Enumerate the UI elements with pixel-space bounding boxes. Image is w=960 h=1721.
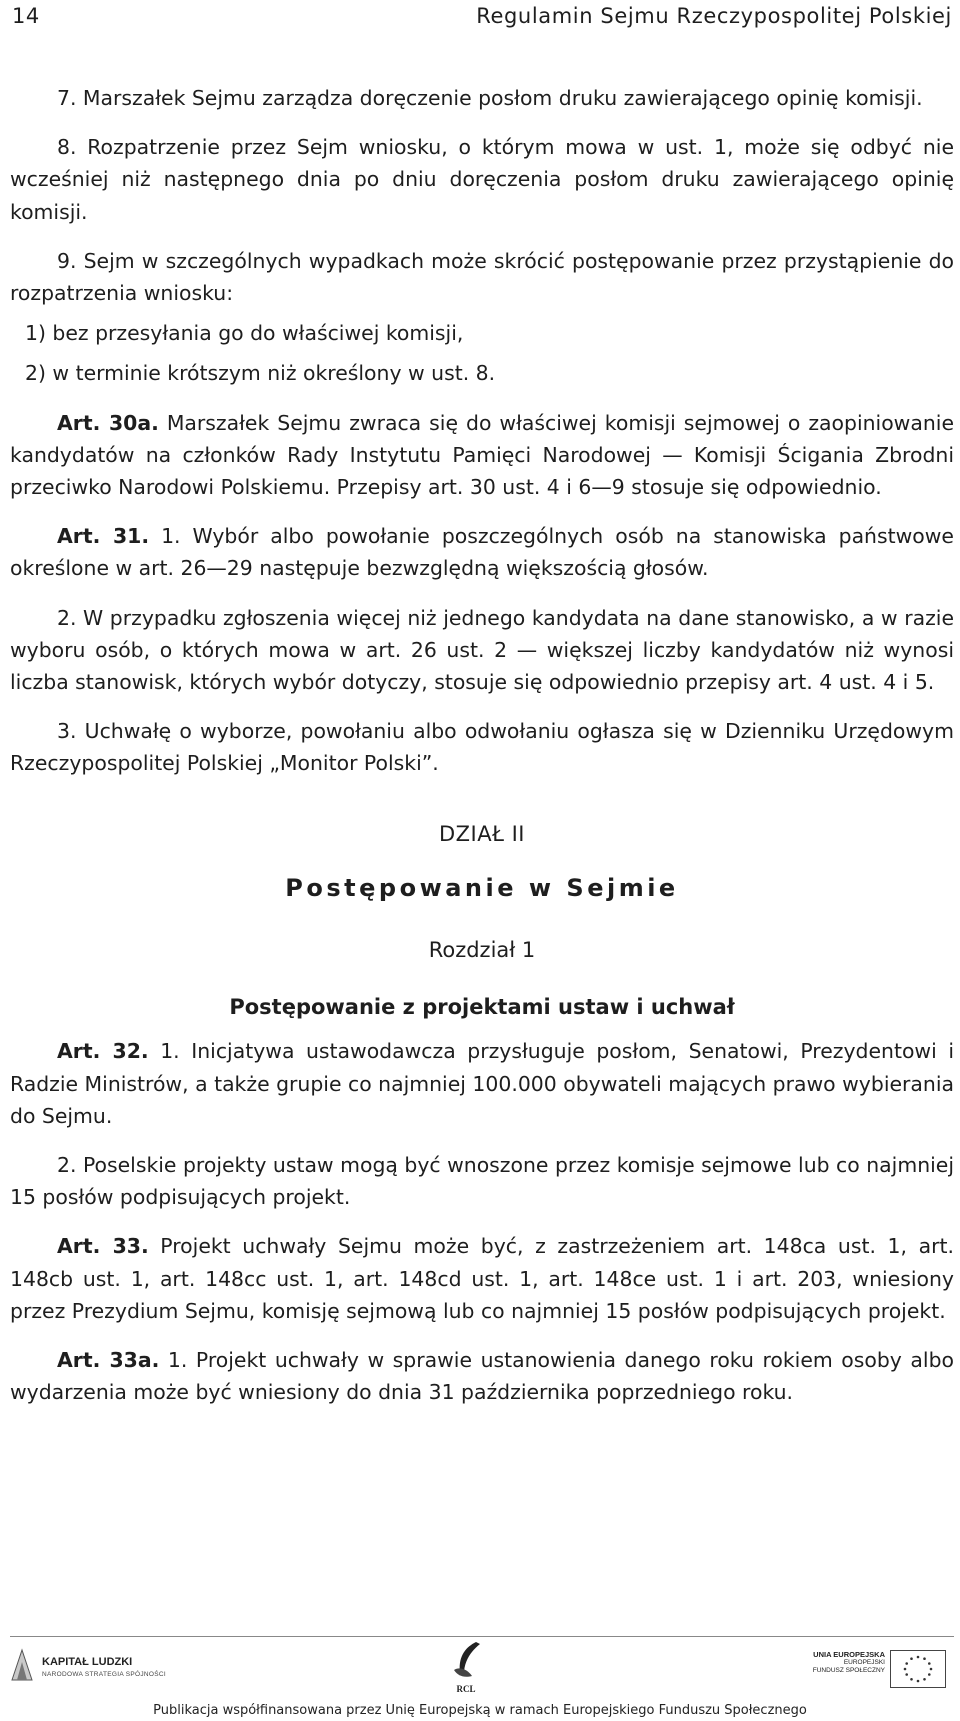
rcl-logo <box>446 1640 486 1694</box>
chapter-title: Postępowanie z projektami ustaw i uchwał <box>229 995 735 1020</box>
document-body <box>10 82 954 1426</box>
running-title: Regulamin Sejmu Rzeczypospolitej Polskiej <box>476 4 952 28</box>
funding-note: Publikacja współfinansowana przez Unię Europejską w ramach Europejskiego Funduszu Społecznego <box>153 1703 807 1718</box>
article-33a <box>10 1344 954 1408</box>
article-text: Projekt uchwały Sejmu może być, z zastrzeżeniem art. 148ca ust. 1, art. 148cb ust. 1, art. 148cc ust. 1, art. 148cd ust. 1, art. 148ce ust. 1 i art. 203, wniesiony przez Prezydium Sejmu, komisję sejmową lub co najmniej 15 posłów podpisujących projekt. <box>10 1234 954 1323</box>
page-footer <box>0 1640 960 1721</box>
article-label: Art. 33. <box>57 1234 149 1259</box>
eu-logo-line-2: EUROPEJSKI <box>843 1659 885 1666</box>
quill-icon <box>446 1640 486 1682</box>
kapital-ludzki-logo <box>10 1644 210 1692</box>
article-31 <box>10 520 954 584</box>
list-item: 1) bez przesyłania go do właściwej komisji, <box>25 321 464 346</box>
article-31-paragraph-3: 3. Uchwałę o wyborze, powołaniu albo odwołaniu ogłasza się w Dzienniku Urzędowym Rzeczypospolitej Polskiej „Monitor Polski”. <box>10 719 954 776</box>
rcl-label: RCL <box>456 1684 476 1694</box>
eu-logo-text <box>800 1650 885 1675</box>
article-label: Art. 31. <box>57 524 150 549</box>
eu-flag-icon <box>890 1650 946 1688</box>
division-heading: DZIAŁ II <box>439 821 525 846</box>
article-text: 1. Wybór albo powołanie poszczególnych osób na stanowiska państwowe określone w art. 26—29 następuje bezwzględną większością głosów. <box>10 524 954 581</box>
kapital-ludzki-subtitle: NARODOWA STRATEGIA SPÓJNOŚCI <box>42 1671 166 1678</box>
article-text: 1. Inicjatywa ustawodawcza przysługuje posłom, Senatowi, Prezydentowi i Radzie Ministrów, a także grupie co najmniej 100.000 obywateli mających prawo wybierania do Sejmu. <box>10 1039 954 1128</box>
article-label: Art. 33a. <box>57 1348 160 1373</box>
footer-divider <box>10 1636 954 1637</box>
division-title: Postępowanie w Sejmie <box>285 873 679 902</box>
kapital-ludzki-emblem-icon <box>10 1648 34 1682</box>
chapter-heading: Rozdział 1 <box>428 938 536 963</box>
article-32-paragraph-2: 2. Poselskie projekty ustaw mogą być wnoszone przez komisje sejmowe lub co najmniej 15 posłów podpisujących projekt. <box>10 1153 954 1210</box>
article-33 <box>10 1230 954 1327</box>
article-label: Art. 32. <box>57 1039 149 1064</box>
list-item: 2) w terminie krótszym niż określony w ust. 8. <box>25 361 496 386</box>
paragraph-7: 7. Marszałek Sejmu zarządza doręczenie posłom druku zawierającego opinię komisji. <box>57 86 923 110</box>
paragraph-8: 8. Rozpatrzenie przez Sejm wniosku, o którym mowa w ust. 1, może się odbyć nie wcześniej niż następnego dnia po dniu doręczenia posłom druku zawierającego opinię komisji. <box>10 135 954 224</box>
article-31-paragraph-2: 2. W przypadku zgłoszenia więcej niż jednego kandydata na dane stanowisko, a w razie wyboru osób, o których mowa w art. 26 ust. 2 — większej liczby kandydatów niż wynosi liczba stanowisk, których wybór dotyczy, stosuje się odpowiednio przepisy art. 4 ust. 4 i 5. <box>10 605 954 695</box>
kapital-ludzki-title: KAPITAŁ LUDZKI <box>42 1656 133 1668</box>
eu-logo-line-1: UNIA EUROPEJSKA <box>813 1650 885 1659</box>
article-text: 1. Projekt uchwały w sprawie ustanowienia danego roku rokiem osoby albo wydarzenia może być wniesiony do dnia 31 października poprzedniego roku. <box>10 1348 954 1405</box>
paragraph-9: 9. Sejm w szczególnych wypadkach może skrócić postępowanie przez przystąpienie do rozpatrzenia wniosku: <box>10 248 954 306</box>
eu-social-fund-logo <box>800 1650 950 1690</box>
article-text: Marszałek Sejmu zwraca się do właściwej komisji sejmowej o zaopiniowanie kandydatów na członków Rady Instytutu Pamięci Narodowej — Komisji Ścigania Zbrodni przeciwko Narodowi Polskiemu. Przepisy art. 30 ust. 4 i 6—9 stosuje się odpowiednio. <box>10 410 954 500</box>
article-label: Art. 30a. <box>57 410 159 435</box>
article-32 <box>10 1035 954 1132</box>
article-30a <box>10 407 954 504</box>
page-number: 14 <box>12 4 40 28</box>
eu-logo-line-3: FUNDUSZ SPOŁECZNY <box>812 1667 885 1674</box>
page-header <box>0 0 960 34</box>
